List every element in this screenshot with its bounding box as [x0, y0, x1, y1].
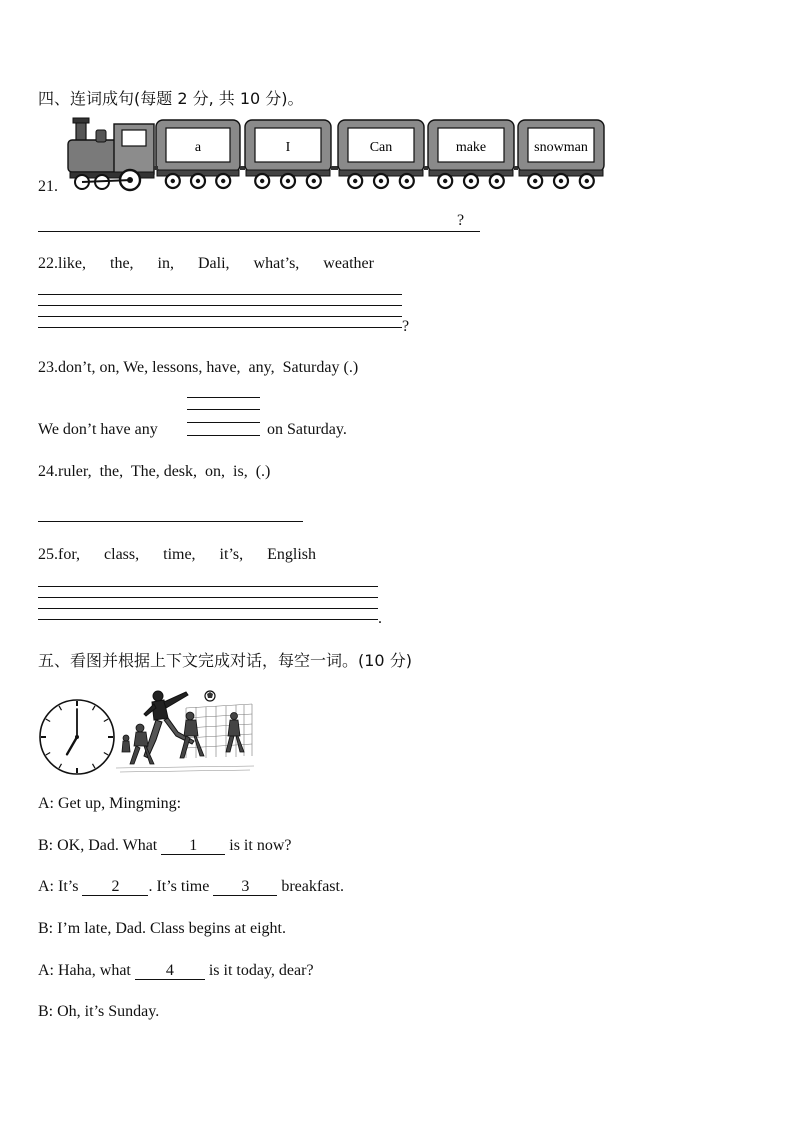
q25-answer-line-3[interactable] [38, 608, 378, 609]
q24-answer-line[interactable] [38, 521, 303, 522]
dialogue-line-3-text-end: breakfast. [277, 878, 344, 895]
dialogue-line-4 [38, 920, 286, 938]
dialogue-line-2 [38, 837, 291, 855]
dialogue-line-5-text: A: Haha, what [38, 962, 135, 979]
dialogue-line-5 [38, 962, 314, 980]
dialogue-line-2-text: B: OK, Dad. What [38, 837, 162, 854]
locomotive-image [68, 118, 154, 190]
train-car-3 [338, 120, 428, 188]
q22-words: 22.like, the, in, Dali, what’s, weather [38, 255, 374, 272]
q22-answer-line-2[interactable] [38, 305, 402, 306]
q23-blank-line-2[interactable] [187, 409, 260, 410]
dialogue-line-1-text: A: Get up, Mingming: [38, 795, 182, 812]
q25-answer-line-2[interactable] [38, 597, 378, 598]
dialogue-line-3-text-mid: . It’s time [148, 878, 214, 895]
q23-answer-prefix: We don’t have any [38, 421, 158, 438]
train-car-word: make [455, 140, 487, 155]
q21-answer-line[interactable] [38, 231, 480, 232]
train-car-5 [518, 120, 604, 188]
q21-question-mark: ? [457, 212, 465, 229]
dialogue-line-6 [38, 1003, 159, 1021]
q23-blank-line-4[interactable] [187, 435, 260, 436]
q22-question-mark: ? [402, 318, 410, 335]
train-car-2 [245, 120, 338, 188]
q22-answer-line-3[interactable] [38, 316, 402, 317]
train-car-1 [156, 120, 245, 188]
section-5-title: 五、看图并根据上下文完成对话，每空一词。(10 分) [38, 651, 412, 670]
q23-blank-line-1[interactable] [187, 397, 260, 398]
blank-2[interactable]: 2 [82, 879, 148, 896]
q25-period: . [378, 610, 382, 627]
q25-words: 25.for, class, time, it’s, English [38, 546, 317, 563]
q25-answer-line-4[interactable] [38, 619, 378, 620]
section-4-title: 四、连词成句(每题 2 分, 共 10 分)。 [38, 89, 304, 108]
q22-answer-line-1[interactable] [38, 294, 402, 295]
blank-3[interactable]: 3 [213, 879, 277, 896]
dialogue-line-3 [38, 878, 344, 896]
train-car-4 [428, 120, 518, 188]
train-car-word: snowman [534, 140, 588, 155]
q25-answer-line-1[interactable] [38, 586, 378, 587]
blank-1[interactable]: 1 [161, 838, 225, 855]
train-car-word: a [194, 140, 202, 155]
dialogue-line-6-text: B: Oh, it’s Sunday. [38, 1003, 160, 1020]
q23-words: 23.don’t, on, We, lessons, have, any, Saturday (.) [38, 359, 359, 376]
dialogue-line-2-text-end: is it now? [225, 837, 292, 854]
dialogue-line-5-text-end: is it today, dear? [204, 962, 314, 979]
dialogue-line-1 [38, 795, 181, 813]
q21-number: 21. [38, 178, 58, 195]
q23-answer-suffix: on Saturday. [267, 421, 347, 438]
clock-image [38, 698, 118, 778]
train-car-word: Can [369, 140, 393, 155]
blank-4[interactable]: 4 [135, 963, 205, 980]
q23-blank-line-3[interactable] [187, 422, 260, 423]
dialogue-line-4-text: B: I’m late, Dad. Class begins at eight. [38, 920, 286, 937]
dialogue-line-3-text: A: It’s [38, 878, 83, 895]
train-car-word: I [285, 140, 291, 155]
football-scene-image [116, 686, 254, 776]
train-illustration [66, 116, 608, 194]
q22-answer-line-4[interactable] [38, 327, 402, 328]
q24-words: 24.ruler, the, The, desk, on, is, (.) [38, 463, 271, 480]
